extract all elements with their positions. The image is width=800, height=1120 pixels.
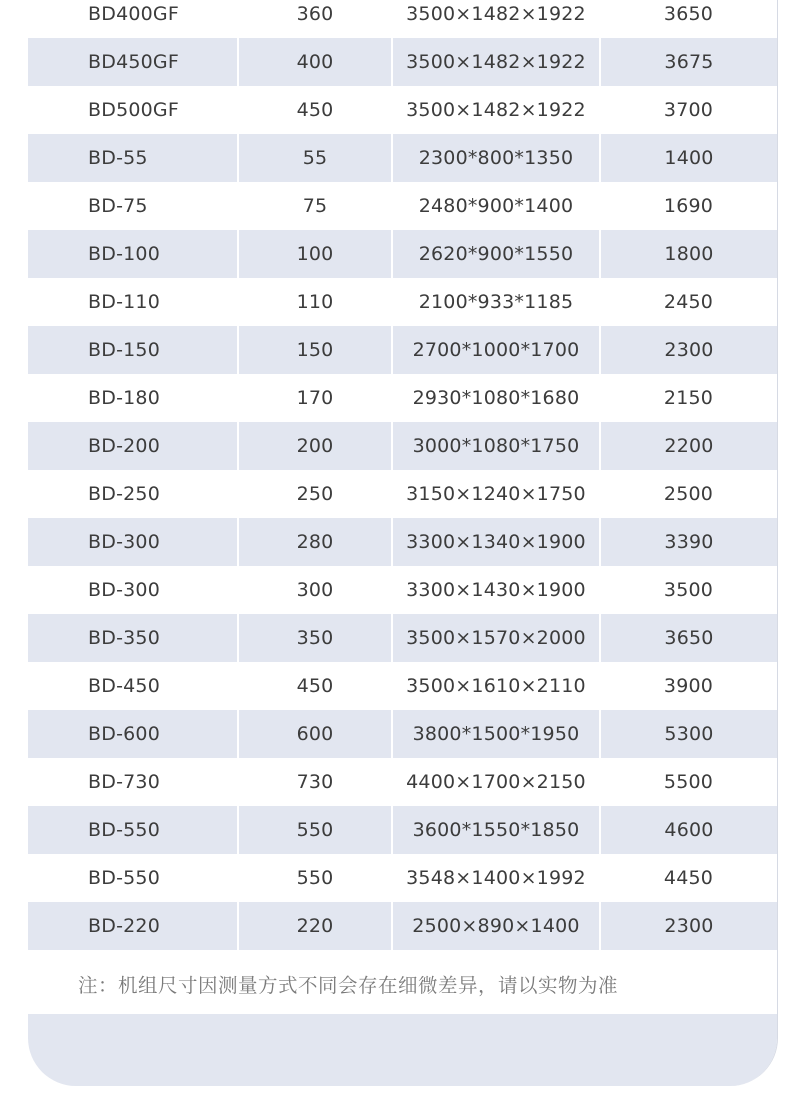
- weight-cell: 3650: [663, 3, 714, 25]
- table-row: [28, 470, 777, 518]
- model-cell: BD-450: [88, 675, 160, 697]
- model-cell: BD-300: [88, 579, 160, 601]
- capacity-cell: 250: [296, 483, 334, 505]
- weight-cell: 1400: [600, 134, 777, 182]
- dimensions-cell: 3600*1550*1850: [392, 806, 600, 854]
- capacity-cell: 75: [302, 195, 328, 217]
- table-row: [28, 710, 777, 758]
- capacity-cell: 280: [238, 518, 392, 566]
- dimensions-cell: 3300×1340×1900: [392, 518, 600, 566]
- dimensions-cell: 3500×1570×2000: [392, 614, 600, 662]
- model-cell: BD-300: [28, 518, 238, 566]
- dimensions-cell: 3500×1610×2110: [406, 675, 586, 697]
- table-row: [28, 422, 777, 470]
- spec-card: [28, 0, 778, 1086]
- model-cell: BD-550: [28, 806, 238, 854]
- weight-cell: 5500: [663, 771, 714, 793]
- capacity-cell: 450: [296, 675, 334, 697]
- weight-cell: 3500: [663, 579, 714, 601]
- weight-cell: 2150: [663, 387, 714, 409]
- dimensions-cell: 2930*1080*1680: [412, 387, 580, 409]
- model-cell: BD-550: [88, 867, 160, 889]
- model-cell: BD-250: [88, 483, 160, 505]
- capacity-cell: 170: [296, 387, 334, 409]
- dimensions-cell: 3150×1240×1750: [406, 483, 586, 505]
- dimensions-cell: 2100*933*1185: [418, 291, 574, 313]
- model-cell: BD-75: [88, 195, 148, 217]
- table-row: [28, 0, 777, 38]
- table-row: [28, 854, 777, 902]
- capacity-cell: 300: [296, 579, 334, 601]
- model-cell: BD-100: [28, 230, 238, 278]
- model-cell: BD-55: [28, 134, 238, 182]
- table-row: [28, 518, 777, 566]
- spec-table-body: [28, 0, 777, 950]
- dimensions-cell: 3500×1482×1922: [406, 99, 586, 121]
- dimensions-cell: 3500×1482×1922: [406, 3, 586, 25]
- table-row: [28, 134, 777, 182]
- capacity-cell: 150: [238, 326, 392, 374]
- weight-cell: 2450: [663, 291, 714, 313]
- model-cell: BD-200: [28, 422, 238, 470]
- model-cell: BD-730: [88, 771, 160, 793]
- weight-cell: 3700: [663, 99, 714, 121]
- model-cell: BD500GF: [88, 99, 179, 121]
- weight-cell: 3390: [600, 518, 777, 566]
- weight-cell: 2300: [600, 326, 777, 374]
- weight-cell: 3900: [663, 675, 714, 697]
- model-cell: BD-110: [88, 291, 160, 313]
- table-row: [28, 278, 777, 326]
- table-row: [28, 86, 777, 134]
- table-row: [28, 614, 777, 662]
- table-row: [28, 38, 777, 86]
- capacity-cell: 730: [296, 771, 334, 793]
- dimensions-cell: 3500×1482×1922: [392, 38, 600, 86]
- capacity-cell: 110: [296, 291, 334, 313]
- weight-cell: 3675: [600, 38, 777, 86]
- capacity-cell: 55: [238, 134, 392, 182]
- dimensions-cell: 2700*1000*1700: [392, 326, 600, 374]
- capacity-cell: 350: [238, 614, 392, 662]
- weight-cell: 2300: [600, 902, 777, 950]
- capacity-cell: 450: [296, 99, 334, 121]
- model-cell: BD-180: [88, 387, 160, 409]
- table-row: [28, 758, 777, 806]
- dimensions-cell: 3800*1500*1950: [392, 710, 600, 758]
- dimensions-cell: 3300×1430×1900: [406, 579, 586, 601]
- capacity-cell: 200: [238, 422, 392, 470]
- weight-cell: 1690: [663, 195, 714, 217]
- weight-cell: 2200: [600, 422, 777, 470]
- dimensions-cell: 3548×1400×1992: [406, 867, 586, 889]
- capacity-cell: 220: [238, 902, 392, 950]
- capacity-cell: 360: [296, 3, 334, 25]
- table-row: [28, 230, 777, 278]
- dimensions-cell: 2620*900*1550: [392, 230, 600, 278]
- weight-cell: 5300: [600, 710, 777, 758]
- weight-cell: 3650: [600, 614, 777, 662]
- model-cell: BD-150: [28, 326, 238, 374]
- table-row: [28, 806, 777, 854]
- table-row: [28, 566, 777, 614]
- weight-cell: 4600: [600, 806, 777, 854]
- dimensions-cell: 2480*900*1400: [418, 195, 574, 217]
- capacity-cell: 400: [238, 38, 392, 86]
- dimensions-cell: 2500×890×1400: [392, 902, 600, 950]
- weight-cell: 1800: [600, 230, 777, 278]
- model-cell: BD-220: [28, 902, 238, 950]
- capacity-cell: 550: [296, 867, 334, 889]
- dimensions-cell: 4400×1700×2150: [406, 771, 586, 793]
- dimensions-cell: 2300*800*1350: [392, 134, 600, 182]
- spec-table: [28, 0, 777, 950]
- model-cell: BD-600: [28, 710, 238, 758]
- model-cell: BD400GF: [88, 3, 179, 25]
- capacity-cell: 550: [238, 806, 392, 854]
- footnote: 注：机组尺寸因测量方式不同会存在细微差异，请以实物为准: [78, 974, 619, 997]
- model-cell: BD-350: [28, 614, 238, 662]
- model-cell: BD450GF: [28, 38, 238, 86]
- capacity-cell: 600: [238, 710, 392, 758]
- table-row: [28, 326, 777, 374]
- weight-cell: 2500: [663, 483, 714, 505]
- table-row: [28, 662, 777, 710]
- dimensions-cell: 3000*1080*1750: [392, 422, 600, 470]
- table-row: [28, 902, 777, 950]
- footer-band: [28, 1014, 777, 1086]
- table-row: [28, 182, 777, 230]
- weight-cell: 4450: [663, 867, 714, 889]
- table-row: [28, 374, 777, 422]
- capacity-cell: 100: [238, 230, 392, 278]
